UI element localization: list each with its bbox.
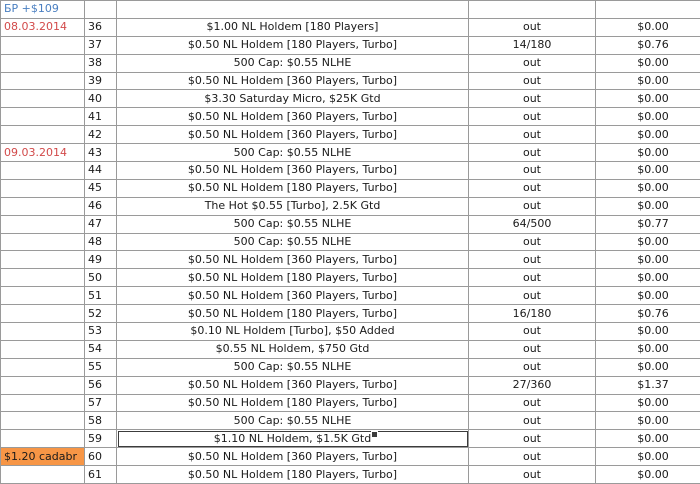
tournament-name-cell[interactable]: $0.10 NL Holdem [Turbo], $50 Added bbox=[117, 323, 469, 341]
place-cell[interactable]: out bbox=[469, 412, 596, 430]
date-note-cell[interactable] bbox=[1, 197, 85, 215]
place-cell[interactable]: out bbox=[469, 287, 596, 305]
winnings-cell[interactable]: $0.00 bbox=[596, 394, 700, 412]
winnings-cell[interactable]: $0.00 bbox=[596, 179, 700, 197]
empty-cell[interactable] bbox=[469, 1, 596, 19]
table-row bbox=[1, 215, 700, 233]
place-cell[interactable]: out bbox=[469, 126, 596, 144]
tournament-name-cell[interactable]: 500 Cap: $0.55 NLHE bbox=[117, 54, 469, 72]
row-number-cell[interactable]: 50 bbox=[85, 269, 117, 287]
winnings-cell[interactable]: $0.00 bbox=[596, 54, 700, 72]
tournament-name-cell[interactable]: $0.50 NL Holdem [180 Players, Turbo] bbox=[117, 466, 469, 484]
date-note-cell[interactable] bbox=[1, 179, 85, 197]
table-row bbox=[1, 448, 700, 466]
winnings-cell[interactable]: $0.00 bbox=[596, 340, 700, 358]
row-number-cell[interactable]: 58 bbox=[85, 412, 117, 430]
date-note-cell[interactable] bbox=[1, 215, 85, 233]
winnings-cell[interactable]: $0.00 bbox=[596, 72, 700, 90]
table-row bbox=[1, 90, 700, 108]
place-cell[interactable]: out bbox=[469, 197, 596, 215]
tournament-name-cell[interactable]: 500 Cap: $0.55 NLHE bbox=[117, 144, 469, 162]
tournament-name-cell[interactable]: $1.00 NL Holdem [180 Players] bbox=[117, 18, 469, 36]
row-number-cell[interactable]: 59 bbox=[85, 430, 117, 448]
tournament-name-cell[interactable]: The Hot $0.55 [Turbo], 2.5K Gtd bbox=[117, 197, 469, 215]
table-row bbox=[1, 36, 700, 54]
table-row bbox=[1, 269, 700, 287]
row-number-cell[interactable]: 54 bbox=[85, 340, 117, 358]
tournament-name-cell[interactable]: $0.50 NL Holdem [360 Players, Turbo] bbox=[117, 376, 469, 394]
table-row bbox=[1, 108, 700, 126]
tournament-name-cell[interactable]: $0.50 NL Holdem [360 Players, Turbo] bbox=[117, 72, 469, 90]
tournament-name-cell[interactable]: $0.50 NL Holdem [180 Players, Turbo] bbox=[117, 269, 469, 287]
date-note-cell[interactable]: 09.03.2014 bbox=[1, 144, 85, 162]
row-number-cell[interactable]: 60 bbox=[85, 448, 117, 466]
row-number-cell[interactable]: 57 bbox=[85, 394, 117, 412]
place-cell[interactable]: out bbox=[469, 54, 596, 72]
place-cell[interactable]: out bbox=[469, 18, 596, 36]
row-number-cell[interactable]: 52 bbox=[85, 305, 117, 323]
tournament-name-cell[interactable]: 500 Cap: $0.55 NLHE bbox=[117, 215, 469, 233]
winnings-cell[interactable]: $0.00 bbox=[596, 126, 700, 144]
tournament-name-cell[interactable]: $0.50 NL Holdem [360 Players, Turbo] bbox=[117, 126, 469, 144]
date-note-cell[interactable]: $1.20 cadabr bbox=[1, 448, 85, 466]
winnings-cell[interactable]: $0.00 bbox=[596, 233, 700, 251]
winnings-cell[interactable]: $0.77 bbox=[596, 215, 700, 233]
date-note-cell[interactable] bbox=[1, 90, 85, 108]
date-note-cell[interactable] bbox=[1, 358, 85, 376]
table-row bbox=[1, 466, 700, 484]
empty-cell[interactable] bbox=[117, 1, 469, 19]
winnings-cell[interactable]: $0.00 bbox=[596, 197, 700, 215]
place-cell[interactable]: out bbox=[469, 323, 596, 341]
winnings-cell[interactable]: $0.00 bbox=[596, 18, 700, 36]
date-note-cell[interactable] bbox=[1, 376, 85, 394]
tournament-name-cell[interactable]: $0.50 NL Holdem [180 Players, Turbo] bbox=[117, 394, 469, 412]
table-row bbox=[1, 179, 700, 197]
winnings-cell[interactable]: $0.00 bbox=[596, 144, 700, 162]
date-note-cell[interactable] bbox=[1, 430, 85, 448]
place-cell[interactable]: out bbox=[469, 144, 596, 162]
row-number-cell[interactable]: 42 bbox=[85, 126, 117, 144]
winnings-cell[interactable]: $0.00 bbox=[596, 162, 700, 180]
winnings-cell[interactable]: $0.00 bbox=[596, 466, 700, 484]
date-note-cell[interactable] bbox=[1, 162, 85, 180]
table-row bbox=[1, 287, 700, 305]
row-number-cell[interactable]: 51 bbox=[85, 287, 117, 305]
table-row bbox=[1, 340, 700, 358]
date-note-cell[interactable] bbox=[1, 251, 85, 269]
date-note-cell[interactable] bbox=[1, 394, 85, 412]
winnings-cell[interactable]: $0.76 bbox=[596, 305, 700, 323]
table-row bbox=[1, 233, 700, 251]
tournament-name-cell[interactable]: $0.50 NL Holdem [180 Players, Turbo] bbox=[117, 305, 469, 323]
date-note-cell[interactable] bbox=[1, 126, 85, 144]
tournament-name-cell[interactable]: $0.50 NL Holdem [180 Players, Turbo] bbox=[117, 36, 469, 54]
date-note-cell[interactable] bbox=[1, 108, 85, 126]
date-note-cell[interactable] bbox=[1, 72, 85, 90]
place-cell[interactable]: out bbox=[469, 394, 596, 412]
tournament-name-cell[interactable]: $0.50 NL Holdem [360 Players, Turbo] bbox=[117, 287, 469, 305]
place-cell[interactable]: out bbox=[469, 233, 596, 251]
table-row bbox=[1, 54, 700, 72]
date-note-cell[interactable] bbox=[1, 54, 85, 72]
tournament-name-cell[interactable]: 500 Cap: $0.55 NLHE bbox=[117, 412, 469, 430]
row-number-cell[interactable]: 48 bbox=[85, 233, 117, 251]
date-note-cell[interactable] bbox=[1, 340, 85, 358]
tournament-name-cell[interactable]: $3.30 Saturday Micro, $25K Gtd bbox=[117, 90, 469, 108]
table-row bbox=[1, 126, 700, 144]
header-row bbox=[1, 1, 700, 19]
date-note-cell[interactable]: 08.03.2014 bbox=[1, 18, 85, 36]
place-cell[interactable]: out bbox=[469, 466, 596, 484]
table-row bbox=[1, 197, 700, 215]
row-number-cell[interactable]: 53 bbox=[85, 323, 117, 341]
winnings-cell[interactable]: $0.00 bbox=[596, 251, 700, 269]
place-cell[interactable]: out bbox=[469, 179, 596, 197]
winnings-cell[interactable]: $0.00 bbox=[596, 430, 700, 448]
row-number-cell[interactable]: 46 bbox=[85, 197, 117, 215]
row-number-cell[interactable]: 43 bbox=[85, 144, 117, 162]
table-row bbox=[1, 251, 700, 269]
tournament-name-cell[interactable]: $0.50 NL Holdem [360 Players, Turbo] bbox=[117, 448, 469, 466]
row-number-cell[interactable]: 55 bbox=[85, 358, 117, 376]
place-cell[interactable]: out bbox=[469, 162, 596, 180]
row-number-cell[interactable]: 47 bbox=[85, 215, 117, 233]
date-note-cell[interactable] bbox=[1, 233, 85, 251]
row-number-cell[interactable]: 49 bbox=[85, 251, 117, 269]
place-cell[interactable]: out bbox=[469, 448, 596, 466]
place-cell[interactable]: out bbox=[469, 340, 596, 358]
winnings-cell[interactable]: $0.00 bbox=[596, 108, 700, 126]
winnings-cell[interactable]: $0.00 bbox=[596, 269, 700, 287]
row-number-cell[interactable]: 44 bbox=[85, 162, 117, 180]
place-cell[interactable]: out bbox=[469, 108, 596, 126]
table-body bbox=[1, 1, 700, 484]
place-cell[interactable]: 16/180 bbox=[469, 305, 596, 323]
winnings-cell[interactable]: $0.76 bbox=[596, 36, 700, 54]
winnings-cell[interactable]: $1.37 bbox=[596, 376, 700, 394]
winnings-cell[interactable]: $0.00 bbox=[596, 323, 700, 341]
tournament-name-cell[interactable]: 500 Cap: $0.55 NLHE bbox=[117, 358, 469, 376]
winnings-cell[interactable]: $0.00 bbox=[596, 412, 700, 430]
place-cell[interactable]: out bbox=[469, 90, 596, 108]
place-cell[interactable]: out bbox=[469, 251, 596, 269]
table-row bbox=[1, 376, 700, 394]
tournament-name-cell[interactable]: $0.50 NL Holdem [180 Players, Turbo] bbox=[117, 179, 469, 197]
date-note-cell[interactable] bbox=[1, 269, 85, 287]
place-cell[interactable]: out bbox=[469, 430, 596, 448]
place-cell[interactable]: out bbox=[469, 358, 596, 376]
table-row bbox=[1, 323, 700, 341]
row-number-cell[interactable]: 61 bbox=[85, 466, 117, 484]
date-note-cell[interactable] bbox=[1, 412, 85, 430]
table-row bbox=[1, 412, 700, 430]
winnings-cell[interactable]: $0.00 bbox=[596, 90, 700, 108]
date-note-cell[interactable] bbox=[1, 287, 85, 305]
tournament-name-cell[interactable]: $0.50 NL Holdem [360 Players, Turbo] bbox=[117, 251, 469, 269]
tournament-name-cell[interactable]: $0.50 NL Holdem [360 Players, Turbo] bbox=[117, 162, 469, 180]
place-cell[interactable]: 64/500 bbox=[469, 215, 596, 233]
table-row bbox=[1, 305, 700, 323]
place-cell[interactable]: out bbox=[469, 72, 596, 90]
empty-cell[interactable] bbox=[596, 1, 700, 19]
winnings-cell[interactable]: $0.00 bbox=[596, 287, 700, 305]
table-row bbox=[1, 144, 700, 162]
row-number-cell[interactable]: 56 bbox=[85, 376, 117, 394]
place-cell[interactable]: out bbox=[469, 269, 596, 287]
date-note-cell[interactable] bbox=[1, 36, 85, 54]
row-number-cell[interactable]: 37 bbox=[85, 36, 117, 54]
table-row bbox=[1, 72, 700, 90]
row-number-cell[interactable]: 40 bbox=[85, 90, 117, 108]
row-number-cell[interactable]: 45 bbox=[85, 179, 117, 197]
table-row bbox=[1, 18, 700, 36]
date-note-cell[interactable] bbox=[1, 323, 85, 341]
place-cell[interactable]: 14/180 bbox=[469, 36, 596, 54]
table-row bbox=[1, 394, 700, 412]
date-note-cell[interactable] bbox=[1, 466, 85, 484]
tournament-name-cell[interactable]: $1.10 NL Holdem, $1.5K Gtd bbox=[117, 430, 469, 448]
tournament-name-cell[interactable]: $0.55 NL Holdem, $750 Gtd bbox=[117, 340, 469, 358]
table-row bbox=[1, 430, 700, 448]
winnings-cell[interactable]: $0.00 bbox=[596, 448, 700, 466]
table-row bbox=[1, 358, 700, 376]
tournament-name-cell[interactable]: 500 Cap: $0.55 NLHE bbox=[117, 233, 469, 251]
row-number-cell[interactable]: 36 bbox=[85, 18, 117, 36]
row-number-cell[interactable]: 38 bbox=[85, 54, 117, 72]
tournament-name-cell[interactable]: $0.50 NL Holdem [360 Players, Turbo] bbox=[117, 108, 469, 126]
empty-cell[interactable] bbox=[85, 1, 117, 19]
place-cell[interactable]: 27/360 bbox=[469, 376, 596, 394]
bankroll-cell[interactable]: БР +$109 bbox=[1, 1, 85, 19]
date-note-cell[interactable] bbox=[1, 305, 85, 323]
row-number-cell[interactable]: 39 bbox=[85, 72, 117, 90]
table-row bbox=[1, 162, 700, 180]
winnings-cell[interactable]: $0.00 bbox=[596, 358, 700, 376]
row-number-cell[interactable]: 41 bbox=[85, 108, 117, 126]
